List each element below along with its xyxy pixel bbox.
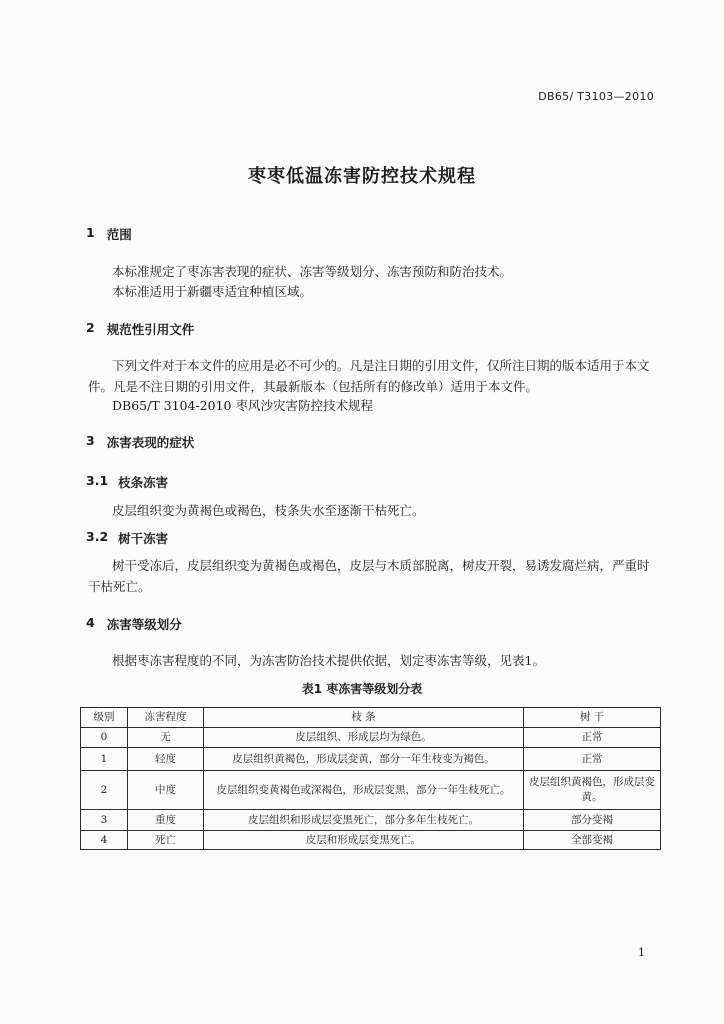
severity-cell: 无 bbox=[128, 728, 204, 748]
section-number: 4 bbox=[86, 615, 95, 630]
subsection-title: 枝条冻害 bbox=[118, 475, 169, 490]
table-row bbox=[81, 748, 661, 771]
trunk-frost-paragraph: 树干受冻后，皮层组织变为黄褐色或褐色，皮层与木质部脱离，树皮开裂，易诱发腐烂病，严重时干枯死亡。 bbox=[88, 558, 650, 594]
header-branch: 枝 条 bbox=[204, 708, 524, 728]
subsection-number: 3.1 bbox=[86, 473, 109, 488]
subsection-number: 3.2 bbox=[86, 529, 109, 544]
trunk-cell: 正常 bbox=[524, 728, 661, 748]
table-header-row bbox=[81, 708, 661, 728]
trunk-cell: 正常 bbox=[524, 748, 661, 771]
frost-grade-table bbox=[80, 707, 661, 850]
subsection-3-1-heading bbox=[86, 473, 168, 491]
table-row bbox=[81, 728, 661, 748]
header-trunk: 树 干 bbox=[524, 708, 661, 728]
scope-paragraph-2: 本标准适用于新疆枣适宜种植区域。 bbox=[112, 284, 313, 299]
section-3-heading bbox=[86, 433, 194, 451]
branch-frost-paragraph: 皮层组织变为黄褐色或褐色，枝条失水至逐渐干枯死亡。 bbox=[112, 503, 425, 518]
branch-cell: 皮层组织变黄褐色或深褐色，形成层变黑，部分一年生枝死亡。 bbox=[204, 771, 524, 810]
trunk-cell: 皮层组织黄褐色，形成层变黄。 bbox=[524, 771, 661, 810]
branch-cell: 皮层组织和形成层变黑死亡，部分多年生枝死亡。 bbox=[204, 810, 524, 831]
severity-cell: 中度 bbox=[128, 771, 204, 810]
subsection-3-2-heading bbox=[86, 529, 168, 547]
severity-cell: 重度 bbox=[128, 810, 204, 831]
section-number: 3 bbox=[86, 433, 95, 448]
normative-references-paragraph: 下列文件对于本文件的应用是必不可少的。凡是注日期的引用文件，仅所注日期的版本适用于本文件。凡是不注日期的引用文件，其最新版本（包括所有的修改单）适用于本文件。 bbox=[88, 358, 650, 394]
trunk-cell: 全部变褐 bbox=[524, 831, 661, 850]
severity-cell: 死亡 bbox=[128, 831, 204, 850]
table-row bbox=[81, 810, 661, 831]
section-title: 冻害等级划分 bbox=[106, 617, 182, 632]
section-number: 1 bbox=[86, 225, 95, 240]
page-number: 1 bbox=[638, 946, 645, 959]
normative-reference-item: DB65/T 3104-2010 枣风沙灾害防控技术规程 bbox=[112, 398, 373, 413]
branch-cell: 皮层和形成层变黑死亡。 bbox=[204, 831, 524, 850]
standard-code: DB65/ T3103—2010 bbox=[538, 90, 654, 103]
table-row bbox=[81, 771, 661, 810]
scope-paragraph-1: 本标准规定了枣冻害表现的症状、冻害等级划分、冻害预防和防治技术。 bbox=[112, 264, 513, 279]
severity-cell: 轻度 bbox=[128, 748, 204, 771]
header-level: 级别 bbox=[81, 708, 128, 728]
grading-paragraph: 根据枣冻害程度的不同，为冻害防治技术提供依据，划定枣冻害等级，见表1。 bbox=[112, 653, 545, 668]
section-number: 2 bbox=[86, 320, 95, 335]
level-cell: 1 bbox=[81, 748, 128, 771]
section-title: 冻害表现的症状 bbox=[106, 435, 195, 450]
section-4-heading bbox=[86, 615, 182, 633]
level-cell: 3 bbox=[81, 810, 128, 831]
branch-cell: 皮层组织、形成层均为绿色。 bbox=[204, 728, 524, 748]
level-cell: 0 bbox=[81, 728, 128, 748]
section-2-heading bbox=[86, 320, 194, 338]
level-cell: 4 bbox=[81, 831, 128, 850]
section-1-heading bbox=[86, 225, 132, 243]
subsection-title: 树干冻害 bbox=[118, 531, 169, 546]
header-severity: 冻害程度 bbox=[128, 708, 204, 728]
level-cell: 2 bbox=[81, 771, 128, 810]
table-caption: 表1 枣冻害等级划分表 bbox=[301, 682, 423, 696]
trunk-cell: 部分变褐 bbox=[524, 810, 661, 831]
table-row bbox=[81, 831, 661, 850]
branch-cell: 皮层组织黄褐色，形成层变黄，部分一年生枝变为褐色。 bbox=[204, 748, 524, 771]
section-title: 范围 bbox=[106, 227, 132, 242]
section-title: 规范性引用文件 bbox=[106, 322, 195, 337]
document-title: 枣枣低温冻害防控技术规程 bbox=[248, 166, 476, 187]
